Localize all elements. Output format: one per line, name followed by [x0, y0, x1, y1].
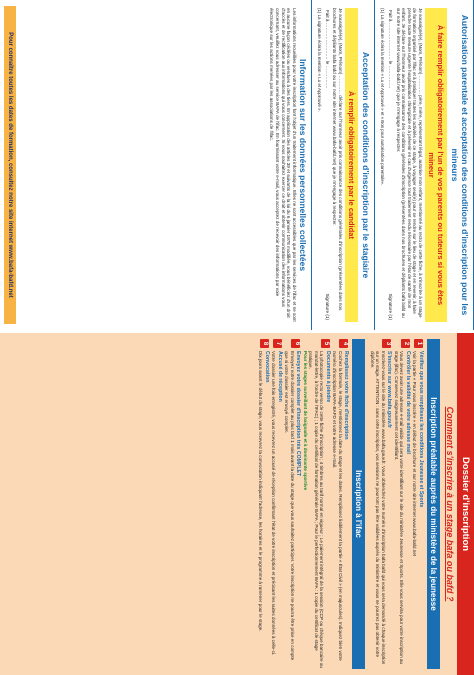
step-8-title: Convocation — [264, 351, 270, 383]
step-2 — [393, 333, 412, 675]
data-info-title: Information sur les données personnelles collectées — [297, 0, 312, 330]
step-4-title: Remplissez votre fiche d'inscription — [343, 351, 350, 440]
step-1 — [411, 333, 424, 675]
candidate-acceptance-body: Je soussigné(e), (Nom, Prénom) ………… déclare sur l'honneur avoir pris connaissance des conditions générales d'inscription (présentées dans nos brochures et dépliants bafa bafd ou sur notre site internet www.bafa-bafd.net) que je m'engage à respecter. — [332, 8, 344, 311]
candidate-acceptance-title: Acceptation des conditions d'inscription par le stagiaire — [360, 0, 375, 330]
step-7-title: Accusé de réception — [277, 351, 283, 402]
step-4 — [331, 333, 350, 675]
step-6-number: 6 — [292, 339, 301, 348]
parental-authorization-title: Autorisation parentale et acceptation des conditions d'inscription pour les mineurs — [449, 0, 474, 330]
candidate-note: (1) La signature écrira la mention « Lu et Approuvé ». — [316, 8, 322, 112]
sign-date: Fait à …………………… le …………… — [388, 10, 394, 89]
right-panel — [0, 333, 474, 675]
step-1-text: Voir la partie « Pour vous inscrire » en début de brochure et sur notre site internet www.bafa-bafd.net — [412, 351, 418, 557]
step-5 — [302, 333, 332, 675]
step-6-text: Envoyez votre dossier complet au plus tard 1 mois avant la date du stage que vous souhaitez participer. Votre inscription ne pourra être prise en compte que si votre dossier est envoyé complet. — [284, 351, 295, 661]
sign-label: Signature (1) — [388, 293, 394, 320]
step-2-title: Contrôler la validité de votre adresse mail — [405, 351, 411, 454]
step-8-number: 8 — [260, 339, 269, 348]
step-5-title: Documents à joindre — [325, 351, 331, 403]
step-5-text: La photocopie recto verso de cette fiche d'inscription ; 4 timbres au tarif normal en vigueur ; Le paiement intégral de la session (CCP ou chèque bancaire ou mandat-lettre, à l'ordre de l'IFAC) ; 1 copie du certificat de formation générale BAFA ; Pour le perfectionnement BAFA : 1 copie du certificat de stage pratique. — [308, 351, 325, 668]
step-1-number: 1 — [414, 339, 423, 348]
parental-authorization-body: Je soussigné(e), (Nom, Prénom) ………… père, mère, représentant légal, autorise mon enfant, mentionné au recto de cette fiche, à s'inscrire à un stage de formation organisé par l'ifac et à pratiquer toutes les activités de ce stage, à voyager seul(e) pour se rendre sur le lieu de stage et en revenir, à faire prendre toute mesure urgente hospitalisation chirurgicale et à prévenir en cas d'urgence tout traitement rendu nécessaire par l'état de santé de mon enfant. Je déclare sur l'honneur avoir pris connaissance des conditions générales d'inscription (présentées dans nos brochures et dépliants bafa bafd ou sur notre site internet www.bafa-bafd.net) que je m'engage à respecter. — [395, 8, 423, 318]
left-panel — [0, 0, 474, 330]
step-2-text: Vous devez avoir une adresse e-mail valide qui sera votre identifiant sur le site du ministère Jeunesse et Sports. Elle vous servira pour votre inscription au stage (ifac). Conservez soigneusement cet identifiant. — [394, 351, 405, 665]
step-6 — [283, 333, 302, 675]
step-3-number: 3 — [383, 339, 392, 348]
candidate-acceptance-band: À remplir obligatoirement par le candidat — [345, 8, 358, 322]
footer-banner: Pour connaître toutes les dates de formation, consultez notre site internet www.bafa-bafd.net — [4, 6, 16, 324]
header-subtitle: Comment s'inscrire à un stage bafa ou bafd ? — [445, 406, 455, 602]
step-1-title: Vérifiez que vous remplissez les conditions Jeunesse et Sports — [418, 351, 424, 508]
step-5-green: Pour les stages surveillant de baignade et à dominante sportive — [303, 351, 308, 491]
jeunesse-heading: Inscription préalable auprès du ministère de la jeunesse — [427, 339, 440, 669]
step-7 — [270, 333, 283, 675]
step-8-text: Dix jours avant le début du stage, vous recevrez la convocation indiquant l'adresse, les horaires et le programme à ramener pour le stage. — [258, 351, 264, 632]
header-title: Dossier d'inscription — [457, 333, 474, 675]
step-2-number: 2 — [401, 339, 410, 348]
step-8 — [257, 333, 270, 675]
step-4-text: Cochez la formule, le stage, mentionnez la date du stage et les dates. Remplissez lisiblement la partie « État Civil » (en majuscules). Indiquez bien votre numéro d'inscription BAFA-BAFD et votre adresse e-mail. — [332, 351, 343, 661]
step-5-number: 5 — [321, 339, 330, 348]
parental-authorization-band: À faire remplir obligatoirement par l'un de vos parents ou tuteurs si vous êtes mineur — [425, 8, 447, 322]
step-4-number: 4 — [340, 339, 349, 348]
sign-date-2: Fait à …………………… le …………… — [324, 10, 330, 89]
step-7-text: Votre dossier une fois enregistré, vous recevrez un accusé de réception confirmant l'état de votre inscription et précisant les suites données à celle-ci. — [271, 351, 277, 656]
step-3-title: S'inscrire sur www.bafa.gouv.fr — [386, 351, 393, 429]
ifac-heading: Inscription à l'ifac — [353, 339, 366, 669]
step-3-text: Inscrivez-vous sur le site du ministère www.bafa.gouv.fr. Vous obtiendrez votre numéro d'inscription bafa bafd qui vous sera demandé à chaque inscription sur un stage. ATTENTION : sans cette inscription, vos sessions ne pourront pas être validées auprès du ministère et vous ne pourrez pas obtenir votre diplôme. — [370, 351, 386, 665]
signature-row-2 — [323, 0, 332, 330]
data-info-body: Les informations recueillies pour votre inscription font l'objet d'un traitement informatique. Elles ne sont accessibles que par les services de l'ifac et ne sont en aucune façon cédées ou vendues à des tiers. En application des articles 39 et suivants de la loi du 6 janvier 1978 modifiée, vous bénéficiez d'un droit d'accès et de rectification aux informations qui vous concernent. Si vous souhaitez exercer ce droit et obtenir communication des informations vous concernant, veuillez vous adresser au service BAFA de l'ifac. En fournissant votre e-mail, vous acceptez de recevoir des informations par voie électronique sur les actions menées par les associations de l'ifac. — [269, 8, 297, 322]
step-3 — [369, 333, 393, 675]
sign-label-2: Signature (1) — [324, 293, 330, 320]
step-7-number: 7 — [273, 339, 282, 348]
signature-row — [386, 0, 395, 330]
parental-note: (1) La signature écrira la mention « Lu et Approuvé » et « Bon pour autorisation parentale». — [380, 8, 386, 186]
step-6-title: Envoyez votre dossier d'inscription très COMPLET — [295, 351, 302, 477]
